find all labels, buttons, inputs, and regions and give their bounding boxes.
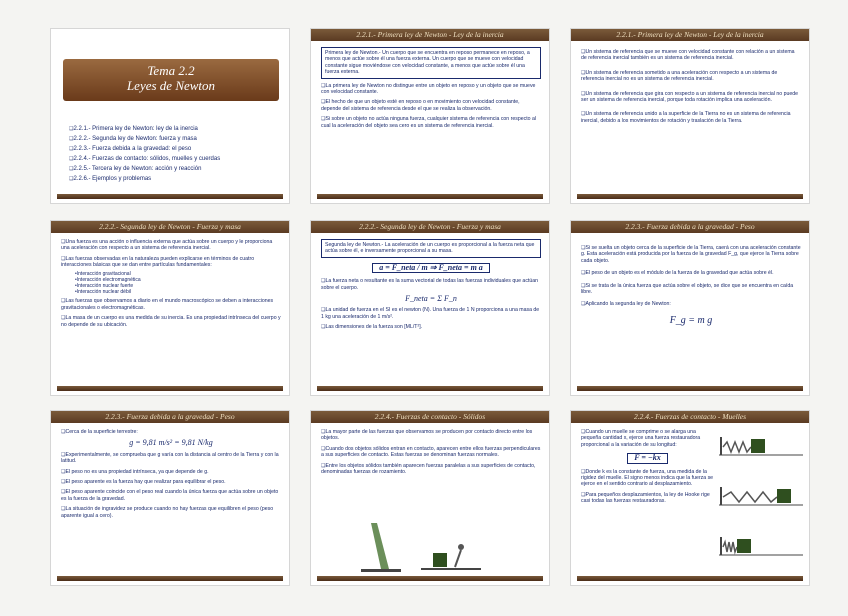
slide-header: 2.2.4.- Fuerzas de contacto - Sólidos bbox=[311, 411, 549, 423]
list-item: • Interacción nuclear fuerte bbox=[75, 283, 281, 289]
bullet: ❑ Para pequeños desplazamientos, la ley de Hooke rige casi todas las fuerzas restauradoras. bbox=[581, 492, 714, 505]
slide-primera-ley-2 bbox=[570, 28, 810, 204]
bullet: ❑ Experimentalmente, se comprueba que g varía con la distancia al centro de la Tierra y con la latitud. bbox=[61, 452, 281, 465]
toc-item: ❑ 2.2.1.- Primera ley de Newton: ley de la inercia bbox=[69, 124, 220, 134]
slide-contacto-solidos bbox=[310, 410, 550, 586]
spring-figures bbox=[719, 433, 805, 573]
slide-primera-ley-1 bbox=[310, 28, 550, 204]
table-of-contents bbox=[69, 124, 220, 184]
toc-item: ❑ 2.2.4.- Fuerzas de contacto: sólidos, muelles y cuerdas bbox=[69, 154, 220, 164]
list-item: • Interacción nuclear débil bbox=[75, 289, 281, 295]
slide-segunda-ley-2 bbox=[310, 220, 550, 396]
bullet: ❑ El peso aparente coincide con el peso real cuando la única fuerza que actúa sobre un objeto es la fuerza de la gravedad. bbox=[61, 489, 281, 502]
slide-footer bbox=[57, 576, 283, 581]
formula bbox=[581, 453, 714, 463]
formula: F_g = m g bbox=[669, 314, 713, 326]
slide-footer bbox=[57, 386, 283, 391]
slide-header: 2.2.1.- Primera ley de Newton - Ley de la inercia bbox=[571, 29, 809, 41]
definition-box: Segunda ley de Newton.- La aceleración de un cuerpo es proporcional a la fuerza neta que actúa sobre él, e inversamente proporcional a su masa. bbox=[321, 239, 541, 258]
slide-footer bbox=[57, 194, 283, 199]
bullet: ❑ Cerca de la superficie terrestre: bbox=[61, 429, 281, 435]
toc-item: ❑ 2.2.5.- Tercera ley de Newton: acción y reacción bbox=[69, 164, 220, 174]
formula bbox=[321, 263, 541, 273]
slide-footer bbox=[317, 386, 543, 391]
contact-forces-figure bbox=[351, 519, 501, 573]
bullet: ❑ El peso de un objeto es el módulo de la fuerza de la gravedad que actúa sobre él. bbox=[581, 270, 801, 276]
slide-header: 2.2.3.- Fuerza debida a la gravedad - Peso bbox=[51, 411, 289, 423]
bullet: ❑ La fuerza neta o resultante es la suma vectorial de todas las fuerzas individuales que actúan sobre el cuerpo. bbox=[321, 278, 541, 291]
slide-body bbox=[581, 429, 714, 509]
list-item: • Interacción gravitacional bbox=[75, 271, 281, 277]
slide-footer bbox=[577, 194, 803, 199]
bullet: ❑ Cuando un muelle se comprime o se alarga una pequeña cantidad x, ejerce una fuerza restauradora proporcional a la variación de su longitud: bbox=[581, 429, 714, 448]
formula-box: a = F_neta / m ⇒ F_neta = m a bbox=[372, 263, 490, 273]
toc-item: ❑ 2.2.3.- Fuerza debida a la gravedad: el peso bbox=[69, 144, 220, 154]
bullet: ❑ Un sistema de referencia que se mueve con velocidad constante con relación a un sistema de referencia inercial también es un sistema de referencia inercial. bbox=[581, 49, 801, 62]
bullet: ❑ La masa de un cuerpo es una medida de su inercia. Es una propiedad intrínseca del cuerpo y no depende de su ubicación. bbox=[61, 315, 281, 328]
definition-box: Primera ley de Newton.- Un cuerpo que se encuentra en reposo permanece en reposo, a menos que actúe sobre él una fuerza externa. Un cuerpo que se mueve con velocidad constante sigue moviéndose con velocidad constante, a menos que actúe sobre él una fuerza externa. bbox=[321, 47, 541, 79]
list-item: • Interacción electromagnética bbox=[75, 277, 281, 283]
bullet: ❑ Un sistema de referencia sometido a una aceleración con respecto a un sistema de referencia inercial no es un sistema de referencia inercial. bbox=[581, 70, 801, 83]
slide-header: 2.2.4.- Fuerzas de contacto - Muelles bbox=[571, 411, 809, 423]
bullet: ❑ Entre los objetos sólidos también aparecen fuerzas paralelas a sus superficies de contacto, denominadas fuerzas de rozamiento. bbox=[321, 463, 541, 476]
slide-body bbox=[321, 429, 541, 479]
bullet: ❑ El peso no es una propiedad intrínseca, ya que depende de g. bbox=[61, 469, 281, 475]
bullet: ❑ Un sistema de referencia que gira con respecto a un sistema de referencia inercial no puede ser un sistema de referencia inercial, porque toda rotación implica una aceleración. bbox=[581, 91, 801, 104]
bullet: ❑ Una fuerza es una acción o influencia externa que actúa sobre un cuerpo y le proporciona una aceleración con respecto a un sistema de referencia inercial. bbox=[61, 239, 281, 252]
slide-body bbox=[61, 239, 281, 332]
slide-header: 2.2.1.- Primera ley de Newton - Ley de la inercia bbox=[311, 29, 549, 41]
slide-footer bbox=[577, 386, 803, 391]
slide-title bbox=[50, 28, 290, 204]
slide-contacto-muelles bbox=[570, 410, 810, 586]
interaction-list bbox=[61, 271, 281, 296]
slide-footer bbox=[317, 194, 543, 199]
bullet: ❑ Donde k es la constante de fuerza, una medida de la rigidez del muelle. El signo menos indica que la fuerza se ejerce en el sentido contrario al desplazamiento. bbox=[581, 469, 714, 488]
bullet: ❑ Cuando dos objetos sólidos entran en contacto, aparecen entre ellos fuerzas perpendiculares a sus superficies de contacto. Estas fuerzas se denominan fuerzas normales. bbox=[321, 446, 541, 459]
slide-header: 2.2.2.- Segunda ley de Newton - Fuerza y masa bbox=[51, 221, 289, 233]
bullet: ❑ Las dimensiones de la fuerza son [ML/T²]. bbox=[321, 324, 541, 330]
bullet: ❑ Si se suelta un objeto cerca de la superficie de la Tierra, caerá con una aceleración constante g. Esta aceleración está producida por la fuerza de la gravedad F_g, que ejerce la Tierra sobre cada objeto. bbox=[581, 245, 801, 264]
slide-footer bbox=[317, 576, 543, 581]
slide-title-text bbox=[63, 63, 279, 93]
bullet: ❑ Si sobre un objeto no actúa ninguna fuerza, cualquier sistema de referencia con respecto al cual la aceleración del objeto sea cero es un sistema de referencia inercial. bbox=[321, 116, 541, 129]
slide-header: 2.2.2.- Segunda ley de Newton - Fuerza y masa bbox=[311, 221, 549, 233]
formula: F_neta = Σ F_n bbox=[405, 294, 457, 304]
slide-peso-1 bbox=[570, 220, 810, 396]
bullet: ❑ El peso aparente es la fuerza hay que realizar para equilibrar el peso. bbox=[61, 479, 281, 485]
toc-item: ❑ 2.2.6.- Ejemplos y problemas bbox=[69, 174, 220, 184]
slide-body bbox=[321, 47, 541, 133]
bullet: ❑ El hecho de que un objeto esté en reposo o en movimiento con velocidad constante, depende del sistema de referencia desde el que se realiza la observación. bbox=[321, 99, 541, 112]
slide-segunda-ley-1 bbox=[50, 220, 290, 396]
formula: g = 9,81 m/s² = 9,81 N/kg bbox=[129, 438, 213, 448]
bullet: ❑ La situación de ingravidez se produce cuando no hay fuerzas que equilibren el peso (peso aparente igual a cero). bbox=[61, 506, 281, 519]
formula-box: F = −kx bbox=[627, 453, 668, 463]
bullet: ❑ Las fuerzas que observamos a diario en el mundo macroscópico se deben a interacciones gravitacionales o electromagnéticas. bbox=[61, 298, 281, 311]
slide-header: 2.2.3.- Fuerza debida a la gravedad - Peso bbox=[571, 221, 809, 233]
bullet: ❑ La primera ley de Newton no distingue entre un objeto en reposo y un objeto que se mueve con velocidad constante. bbox=[321, 83, 541, 96]
slide-peso-2 bbox=[50, 410, 290, 586]
bullet: ❑ Aplicando la segunda ley de Newton: bbox=[581, 301, 801, 307]
title-line1: Tema 2.2 bbox=[147, 63, 195, 78]
slide-body bbox=[581, 49, 801, 128]
title-line2: Leyes de Newton bbox=[126, 78, 216, 93]
bullet: ❑ La mayor parte de las fuerzas que observamos se producen por contacto directo entre los objetos. bbox=[321, 429, 541, 442]
slide-footer bbox=[577, 576, 803, 581]
bullet: ❑ Un sistema de referencia unido a la superficie de la Tierra no es un sistema de referencia inercial, debido a los movimientos de rotación y traslación de la Tierra. bbox=[581, 111, 801, 124]
bullet: ❑ La unidad de fuerza en el SI es el newton (N). Una fuerza de 1 N proporciona a una masa de 1 kg una aceleración de 1 m/s². bbox=[321, 307, 541, 320]
bullet: ❑ Si se trata de la única fuerza que actúa sobre el objeto, se dice que se encuentra en caída libre. bbox=[581, 283, 801, 296]
toc-item: ❑ 2.2.2.- Segunda ley de Newton: fuerza y masa bbox=[69, 134, 220, 144]
bullet: ❑ Las fuerzas observadas en la naturaleza pueden explicarse en términos de cuatro interacciones básicas que se dan entre partículas fundamentales: bbox=[61, 256, 281, 269]
slide-body bbox=[321, 239, 541, 335]
slide-body bbox=[581, 245, 801, 329]
slide-body bbox=[61, 429, 281, 523]
